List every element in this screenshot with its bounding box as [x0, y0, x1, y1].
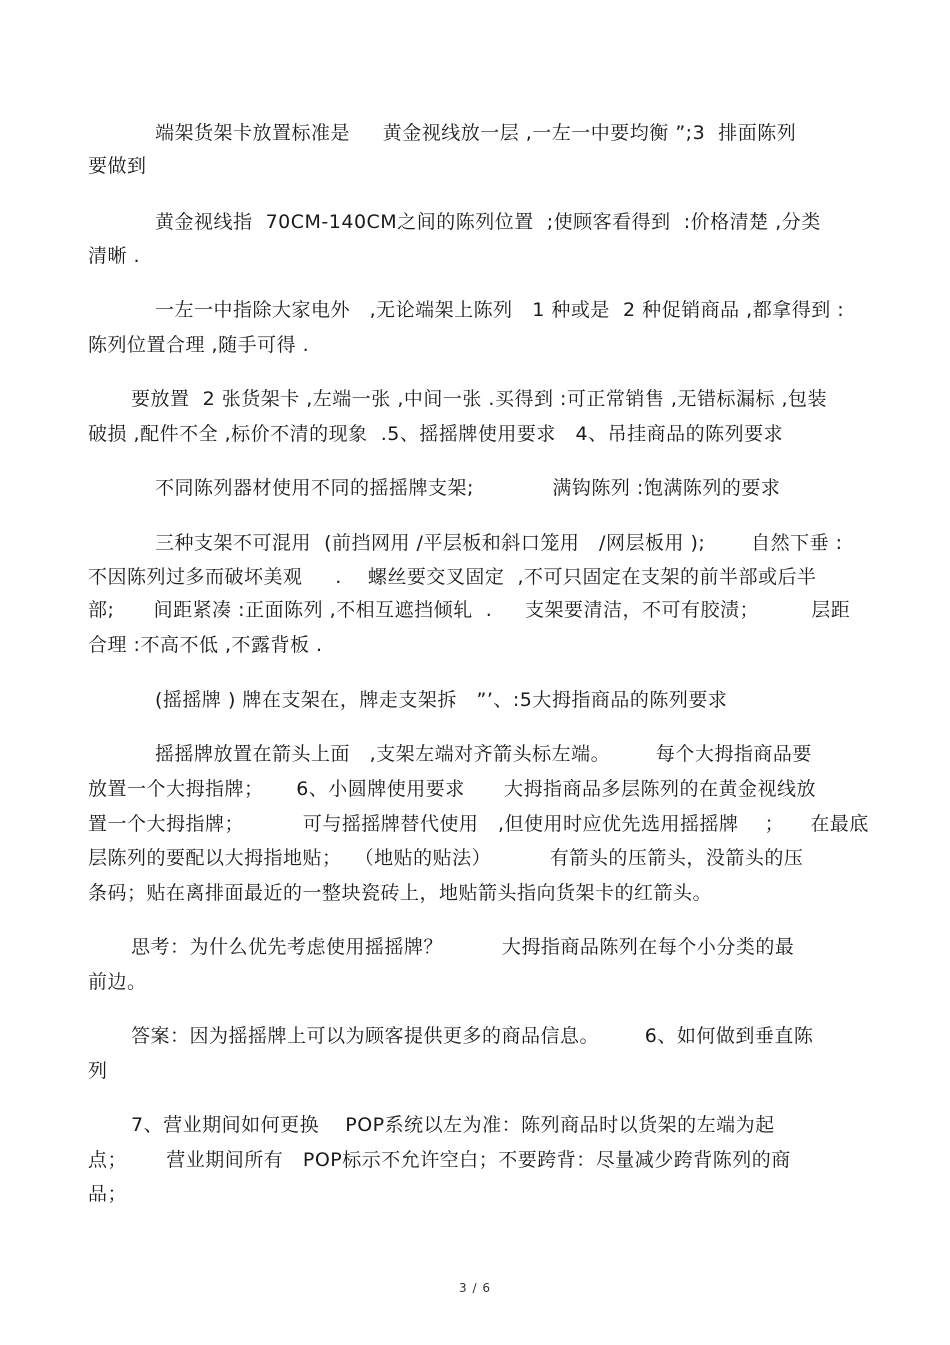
text-line: 答案：因为摇摇牌上可以为顾客提供更多的商品信息。 6、如何做到垂直陈: [131, 1025, 814, 1047]
text-line: 不同陈列器材使用不同的摇摇牌支架; 满钩陈列 :饱满陈列的要求: [155, 477, 781, 499]
text-line: 要放置 2 张货架卡 ,左端一张 ,中间一张 .买得到 :可正常销售 ,无错标漏标 ,包装: [131, 388, 828, 410]
text-line: 思考：为什么优先考虑使用摇摇牌？ 大拇指商品陈列在每个小分类的最: [131, 936, 795, 958]
text-line: 端架货架卡放置标准是 黄金视线放一层 ,一左一中要均衡 ”;3 排面陈列: [155, 122, 797, 144]
text-line: 摇摇牌放置在箭头上面 ,支架左端对齐箭头标左端。 每个大拇指商品要: [155, 743, 812, 765]
text-line: 部; 间距紧凑 :正面陈列 ,不相互遮挡倾轧 . 支架要清洁，不可有胶渍； 层距: [88, 599, 851, 621]
text-line: 三种支架不可混用 (前挡网用 /平层板和斜口笼用 /网层板用 ); 自然下垂 :: [155, 532, 843, 554]
text-line: 列: [88, 1060, 108, 1082]
text-line: 层陈列的要配以大拇指地贴； （地贴的贴法） 有箭头的压箭头，没箭头的压: [88, 847, 804, 869]
text-line: 不因陈列过多而破坏美观 . 螺丝要交叉固定 ,不可只固定在支架的前半部或后半: [88, 566, 817, 588]
text-line: 一左一中指除大家电外 ,无论端架上陈列 1 种或是 2 种促销商品 ,都拿得到 :: [155, 299, 845, 321]
text-line: 条码；贴在离排面最近的一整块瓷砖上，地贴箭头指向货架卡的红箭头。: [88, 882, 713, 904]
text-line: (摇摇牌 ) 牌在支架在，牌走支架拆 ”’、:5大拇指商品的陈列要求: [155, 689, 728, 711]
text-line: 前边。: [88, 971, 147, 993]
text-line: 清晰 .: [88, 245, 141, 267]
page-number: 3 / 6: [459, 1281, 491, 1295]
text-line: 放置一个大拇指牌； 6、小圆牌使用要求 大拇指商品多层陈列的在黄金视线放: [88, 778, 817, 800]
text-line: 点； 营业期间所有 POP标示不允许空白；不要跨背：尽量减少跨背陈列的商: [88, 1149, 791, 1171]
text-line: 要做到: [88, 155, 147, 177]
text-line: 陈列位置合理 ,随手可得 .: [88, 334, 310, 356]
text-line: 破损 ,配件不全 ,标价不清的现象 .5、摇摇牌使用要求 4、吊挂商品的陈列要求: [88, 423, 784, 445]
text-line: 合理 :不高不低 ,不露背板 .: [88, 634, 323, 656]
text-line: 7、营业期间如何更换 POP系统以左为准：陈列商品时以货架的左端为起: [131, 1114, 775, 1136]
text-line: 黄金视线指 70CM-140CM之间的陈列位置 ;使顾客看得到 :价格清楚 ,分类: [155, 211, 821, 233]
text-line: 置一个大拇指牌； 可与摇摇牌替代使用 ,但使用时应优先选用摇摇牌 ； 在最底: [88, 813, 869, 835]
text-line: 品；: [88, 1183, 128, 1205]
